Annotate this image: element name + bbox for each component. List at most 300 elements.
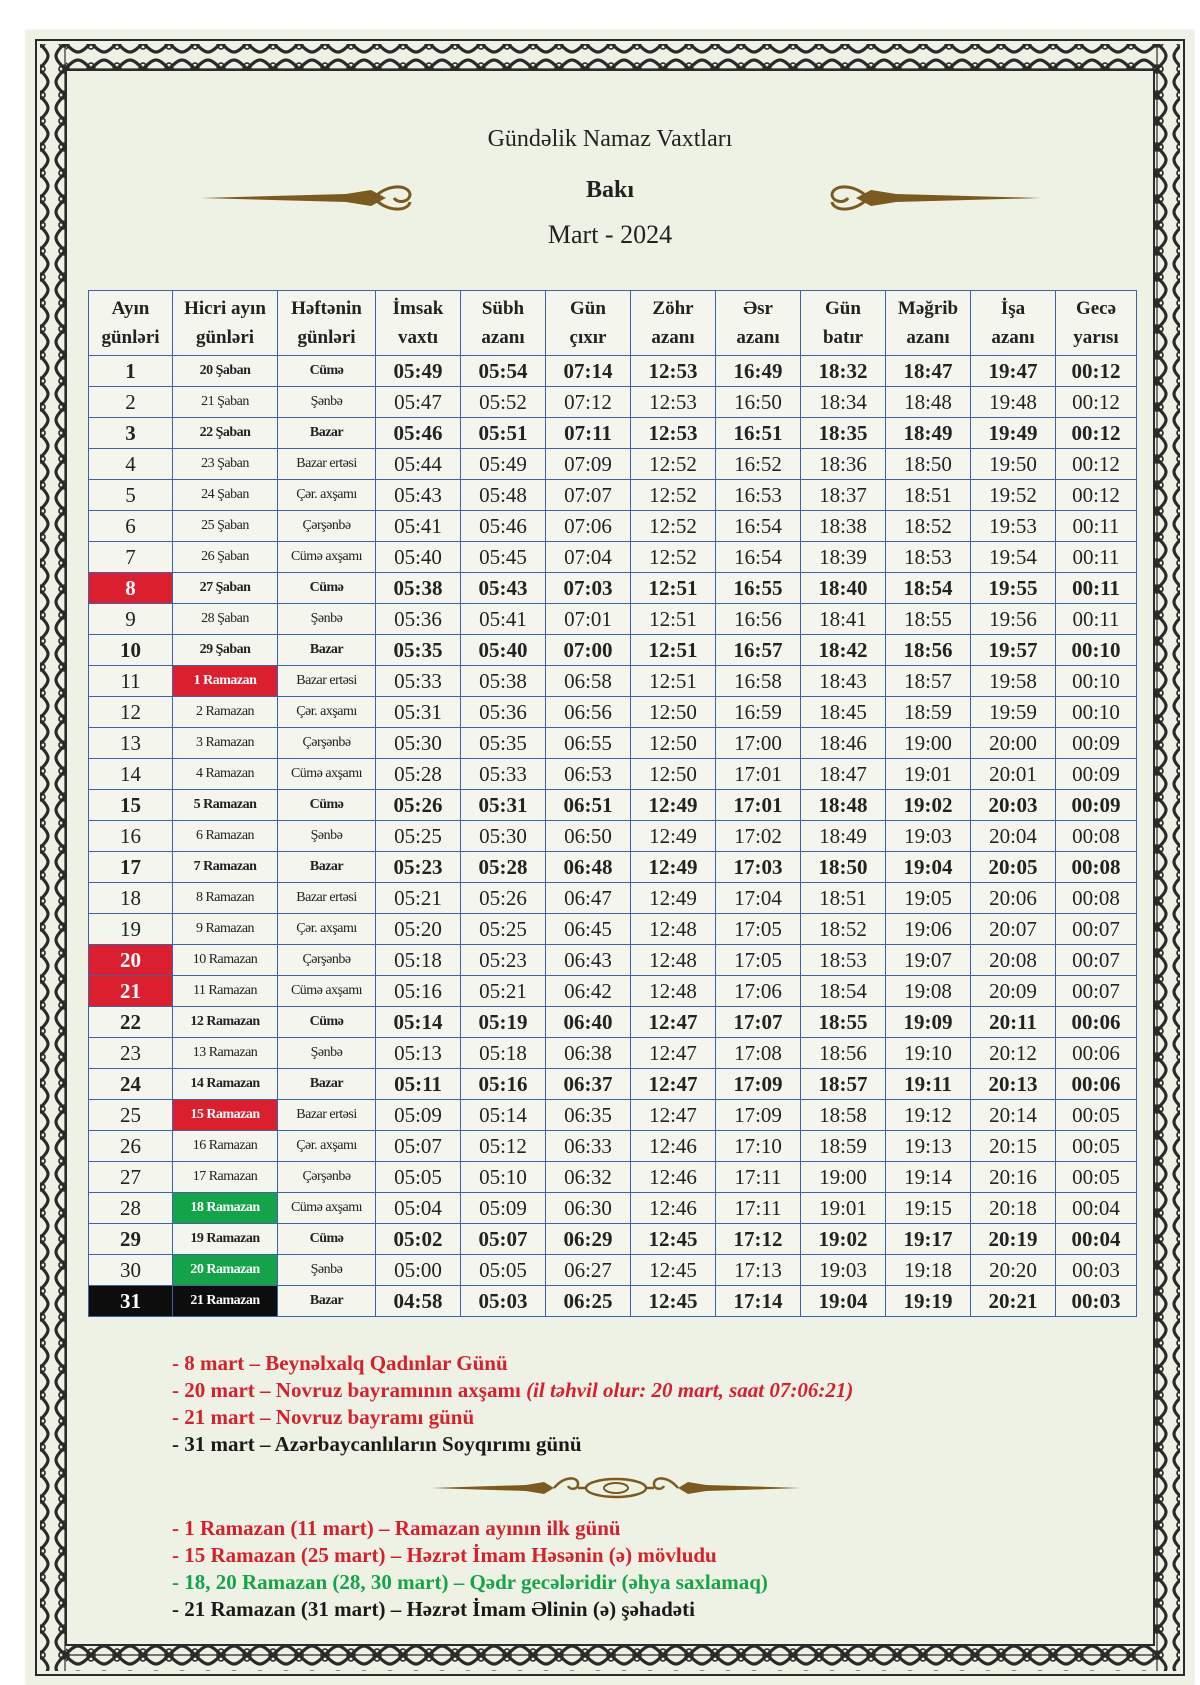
column-header-line1: Zöhr [652,298,694,319]
subh-cell: 05:33 [461,759,546,790]
sunset-cell: 18:36 [801,449,886,480]
maghrib-cell: 19:10 [886,1038,971,1069]
hijri-cell: 18 Ramazan [173,1193,278,1224]
zohr-cell: 12:53 [631,387,716,418]
hijri-cell: 22 Şaban [173,418,278,449]
sunrise-cell: 06:27 [546,1255,631,1286]
imsak-cell: 05:30 [376,728,461,759]
asr-cell: 17:06 [716,976,801,1007]
asr-cell: 17:12 [716,1224,801,1255]
subh-cell: 05:43 [461,573,546,604]
subh-cell: 05:09 [461,1193,546,1224]
sunset-cell: 18:37 [801,480,886,511]
imsak-cell: 05:43 [376,480,461,511]
imsak-cell: 05:18 [376,945,461,976]
subh-cell: 05:14 [461,1100,546,1131]
isha-cell: 20:01 [971,759,1056,790]
table-row [89,976,1137,1007]
asr-cell: 16:57 [716,635,801,666]
asr-cell: 17:11 [716,1193,801,1224]
column-header [716,291,801,356]
weekday-cell: Bazar ertəsi [278,666,376,697]
subh-cell: 05:26 [461,883,546,914]
day-cell: 14 [89,759,173,790]
day-cell: 28 [89,1193,173,1224]
imsak-cell: 05:20 [376,914,461,945]
day-cell: 24 [89,1069,173,1100]
hijri-cell: 9 Ramazan [173,914,278,945]
asr-cell: 17:11 [716,1162,801,1193]
subh-cell: 05:31 [461,790,546,821]
isha-cell: 19:58 [971,666,1056,697]
right-arrow-ornament [826,180,1046,216]
midnight-cell: 00:11 [1056,542,1137,573]
sunset-cell: 18:50 [801,852,886,883]
isha-cell: 20:00 [971,728,1056,759]
note-text: - 21 Ramazan (31 mart) – Həzrət İmam Əlinin (ə) şəhadəti [172,1597,695,1621]
isha-cell: 20:03 [971,790,1056,821]
maghrib-cell: 18:49 [886,418,971,449]
weekday-cell: Cümə [278,573,376,604]
imsak-cell: 05:09 [376,1100,461,1131]
isha-cell: 20:13 [971,1069,1056,1100]
note-item [172,1404,853,1431]
day-cell: 17 [89,852,173,883]
isha-cell: 19:49 [971,418,1056,449]
sunrise-cell: 07:01 [546,604,631,635]
column-header-line1: İşa [1000,298,1026,319]
column-header [376,291,461,356]
maghrib-cell: 19:13 [886,1131,971,1162]
day-cell: 25 [89,1100,173,1131]
subh-cell: 05:35 [461,728,546,759]
table-row [89,449,1137,480]
column-header-line1: Sübh [481,298,525,319]
zohr-cell: 12:49 [631,852,716,883]
zohr-cell: 12:48 [631,945,716,976]
note-text: - 18, 20 Ramazan (28, 30 mart) – Qədr gecələridir (əhya saxlamaq) [172,1570,768,1594]
zohr-cell: 12:45 [631,1286,716,1317]
weekday-cell: Çərşənbə [278,945,376,976]
day-cell: 23 [89,1038,173,1069]
asr-cell: 16:54 [716,511,801,542]
note-item [172,1596,768,1623]
weekday-cell: Çərşənbə [278,728,376,759]
zohr-cell: 12:49 [631,883,716,914]
column-header-line1: Həftənin [291,298,362,319]
imsak-cell: 05:36 [376,604,461,635]
sunrise-cell: 06:30 [546,1193,631,1224]
zohr-cell: 12:51 [631,666,716,697]
maghrib-cell: 19:09 [886,1007,971,1038]
zohr-cell: 12:48 [631,976,716,1007]
midnight-cell: 00:06 [1056,1038,1137,1069]
sunrise-cell: 06:50 [546,821,631,852]
asr-cell: 17:08 [716,1038,801,1069]
zohr-cell: 12:45 [631,1224,716,1255]
weekday-cell: Çərşənbə [278,1162,376,1193]
imsak-cell: 05:33 [376,666,461,697]
hijri-cell: 16 Ramazan [173,1131,278,1162]
holiday-notes [172,1350,853,1458]
imsak-cell: 05:49 [376,356,461,387]
asr-cell: 17:05 [716,914,801,945]
sunset-cell: 19:04 [801,1286,886,1317]
zohr-cell: 12:48 [631,914,716,945]
imsak-cell: 04:58 [376,1286,461,1317]
sunrise-cell: 07:11 [546,418,631,449]
sunset-cell: 18:56 [801,1038,886,1069]
table-row [89,945,1137,976]
weekday-cell: Çər. axşamı [278,480,376,511]
sunset-cell: 19:03 [801,1255,886,1286]
isha-cell: 20:16 [971,1162,1056,1193]
table-row [89,573,1137,604]
midnight-cell: 00:07 [1056,945,1137,976]
weekday-cell: Şənbə [278,1255,376,1286]
subh-cell: 05:38 [461,666,546,697]
day-cell: 13 [89,728,173,759]
isha-cell: 20:18 [971,1193,1056,1224]
midnight-cell: 00:08 [1056,852,1137,883]
hijri-cell: 28 Şaban [173,604,278,635]
table-row [89,821,1137,852]
midnight-cell: 00:09 [1056,790,1137,821]
imsak-cell: 05:28 [376,759,461,790]
sunset-cell: 18:58 [801,1100,886,1131]
weekday-cell: Bazar [278,1286,376,1317]
day-cell: 22 [89,1007,173,1038]
note-text: - 1 Ramazan (11 mart) – Ramazan ayının ilk günü [172,1516,621,1540]
asr-cell: 16:51 [716,418,801,449]
imsak-cell: 05:00 [376,1255,461,1286]
note-item [172,1350,853,1377]
midnight-cell: 00:10 [1056,697,1137,728]
maghrib-cell: 18:59 [886,697,971,728]
day-cell: 4 [89,449,173,480]
day-cell: 15 [89,790,173,821]
midnight-cell: 00:09 [1056,759,1137,790]
day-cell: 19 [89,914,173,945]
imsak-cell: 05:38 [376,573,461,604]
imsak-cell: 05:41 [376,511,461,542]
table-row [89,883,1137,914]
month-label: Mart - 2024 [547,220,673,249]
isha-cell: 20:19 [971,1224,1056,1255]
midnight-cell: 00:05 [1056,1100,1137,1131]
table-row [89,1100,1137,1131]
isha-cell: 19:50 [971,449,1056,480]
column-header-line1: Gün [570,298,606,319]
midnight-cell: 00:12 [1056,387,1137,418]
weekday-cell: Şənbə [278,1038,376,1069]
midnight-cell: 00:03 [1056,1255,1137,1286]
maghrib-cell: 19:19 [886,1286,971,1317]
day-cell: 10 [89,635,173,666]
note-text: - 31 mart – Azərbaycanlıların Soyqırımı günü [172,1432,582,1456]
column-header-line1: Əsr [743,298,773,319]
hijri-cell: 2 Ramazan [173,697,278,728]
subh-cell: 05:23 [461,945,546,976]
column-header-line2: azanı [991,327,1035,348]
calendar-sheet [26,30,1194,1685]
midnight-cell: 00:06 [1056,1007,1137,1038]
midnight-cell: 00:12 [1056,356,1137,387]
sunset-cell: 18:38 [801,511,886,542]
midnight-cell: 00:08 [1056,821,1137,852]
sunrise-cell: 06:56 [546,697,631,728]
asr-cell: 17:13 [716,1255,801,1286]
imsak-cell: 05:04 [376,1193,461,1224]
maghrib-cell: 19:14 [886,1162,971,1193]
subh-cell: 05:52 [461,387,546,418]
isha-cell: 20:14 [971,1100,1056,1131]
sunrise-cell: 07:04 [546,542,631,573]
weekday-cell: Bazar [278,1069,376,1100]
asr-cell: 16:55 [716,573,801,604]
maghrib-cell: 19:18 [886,1255,971,1286]
sunrise-cell: 07:12 [546,387,631,418]
sunrise-cell: 06:25 [546,1286,631,1317]
maghrib-cell: 18:56 [886,635,971,666]
weekday-cell: Cümə [278,1224,376,1255]
maghrib-cell: 18:52 [886,511,971,542]
note-text: - 20 mart – Novruz bayramının axşamı [172,1378,527,1402]
hijri-cell: 7 Ramazan [173,852,278,883]
day-cell: 2 [89,387,173,418]
subh-cell: 05:49 [461,449,546,480]
asr-cell: 17:00 [716,728,801,759]
table-row [89,387,1137,418]
sunrise-cell: 06:43 [546,945,631,976]
subh-cell: 05:46 [461,511,546,542]
isha-cell: 19:47 [971,356,1056,387]
table-row [89,790,1137,821]
subh-cell: 05:05 [461,1255,546,1286]
imsak-cell: 05:25 [376,821,461,852]
note-item [172,1431,853,1458]
column-header-line1: Məğrib [897,298,959,319]
weekday-cell: Şənbə [278,821,376,852]
weekday-cell: Şənbə [278,387,376,418]
zohr-cell: 12:46 [631,1131,716,1162]
zohr-cell: 12:51 [631,573,716,604]
maghrib-cell: 19:04 [886,852,971,883]
column-header [801,291,886,356]
asr-cell: 16:50 [716,387,801,418]
subh-cell: 05:40 [461,635,546,666]
table-row [89,1224,1137,1255]
imsak-cell: 05:47 [376,387,461,418]
maghrib-cell: 18:57 [886,666,971,697]
column-header [173,291,278,356]
sunset-cell: 18:53 [801,945,886,976]
table-row [89,1255,1137,1286]
column-header-line1: Hicri ayın [184,298,266,319]
column-header-line2: yarısı [1073,327,1119,348]
midnight-cell: 00:08 [1056,883,1137,914]
isha-cell: 20:06 [971,883,1056,914]
maghrib-cell: 19:00 [886,728,971,759]
subh-cell: 05:21 [461,976,546,1007]
midnight-cell: 00:11 [1056,573,1137,604]
midnight-cell: 00:05 [1056,1131,1137,1162]
zohr-cell: 12:49 [631,790,716,821]
zohr-cell: 12:46 [631,1193,716,1224]
zohr-cell: 12:50 [631,759,716,790]
sunrise-cell: 06:37 [546,1069,631,1100]
imsak-cell: 05:40 [376,542,461,573]
maghrib-cell: 19:05 [886,883,971,914]
hijri-cell: 13 Ramazan [173,1038,278,1069]
sunset-cell: 18:32 [801,356,886,387]
maghrib-cell: 19:07 [886,945,971,976]
isha-cell: 19:52 [971,480,1056,511]
sunset-cell: 18:35 [801,418,886,449]
maghrib-cell: 18:47 [886,356,971,387]
subh-cell: 05:41 [461,604,546,635]
sunrise-cell: 07:07 [546,480,631,511]
isha-cell: 19:54 [971,542,1056,573]
isha-cell: 19:56 [971,604,1056,635]
hijri-cell: 29 Şaban [173,635,278,666]
weekday-cell: Cümə axşamı [278,976,376,1007]
midnight-cell: 00:04 [1056,1193,1137,1224]
ramadan-notes [172,1515,768,1623]
day-cell: 30 [89,1255,173,1286]
hijri-cell: 8 Ramazan [173,883,278,914]
weekday-cell: Çər. axşamı [278,914,376,945]
zohr-cell: 12:52 [631,511,716,542]
sunrise-cell: 06:47 [546,883,631,914]
table-row [89,914,1137,945]
imsak-cell: 05:21 [376,883,461,914]
hijri-cell: 21 Şaban [173,387,278,418]
day-cell: 29 [89,1224,173,1255]
weekday-cell: Şənbə [278,604,376,635]
maghrib-cell: 18:53 [886,542,971,573]
column-header-line2: günləri [101,327,160,348]
column-header-line2: vaxtı [397,327,439,348]
maghrib-cell: 18:50 [886,449,971,480]
table-row [89,542,1137,573]
zohr-cell: 12:47 [631,1100,716,1131]
column-header-line1: Ayın [111,298,150,319]
hijri-cell: 21 Ramazan [173,1286,278,1317]
subh-cell: 05:10 [461,1162,546,1193]
midnight-cell: 00:06 [1056,1069,1137,1100]
note-item [172,1515,768,1542]
sunset-cell: 19:01 [801,1193,886,1224]
sunrise-cell: 06:33 [546,1131,631,1162]
hijri-cell: 20 Ramazan [173,1255,278,1286]
city-name: Bakı [585,177,635,203]
isha-cell: 20:09 [971,976,1056,1007]
table-row [89,1131,1137,1162]
day-cell: 3 [89,418,173,449]
asr-cell: 17:07 [716,1007,801,1038]
zohr-cell: 12:49 [631,821,716,852]
maghrib-cell: 18:55 [886,604,971,635]
midnight-cell: 00:07 [1056,976,1137,1007]
maghrib-cell: 19:02 [886,790,971,821]
table-row [89,1286,1137,1317]
asr-cell: 17:02 [716,821,801,852]
table-row [89,728,1137,759]
day-cell: 9 [89,604,173,635]
hijri-cell: 6 Ramazan [173,821,278,852]
subh-cell: 05:28 [461,852,546,883]
isha-cell: 19:55 [971,573,1056,604]
imsak-cell: 05:44 [376,449,461,480]
weekday-cell: Bazar ertəsi [278,449,376,480]
midnight-cell: 00:12 [1056,480,1137,511]
maghrib-cell: 19:15 [886,1193,971,1224]
weekday-cell: Bazar [278,635,376,666]
weekday-cell: Cümə axşamı [278,1193,376,1224]
day-cell: 21 [89,976,173,1007]
maghrib-cell: 19:03 [886,821,971,852]
maghrib-cell: 19:06 [886,914,971,945]
subh-cell: 05:18 [461,1038,546,1069]
sunrise-cell: 06:35 [546,1100,631,1131]
sunset-cell: 18:59 [801,1131,886,1162]
column-header-line1: Gün [825,298,861,319]
sunset-cell: 18:39 [801,542,886,573]
table-row [89,666,1137,697]
sunset-cell: 18:45 [801,697,886,728]
sunrise-cell: 06:53 [546,759,631,790]
day-cell: 16 [89,821,173,852]
midnight-cell: 00:11 [1056,511,1137,542]
hijri-cell: 14 Ramazan [173,1069,278,1100]
weekday-cell: Çərşənbə [278,511,376,542]
asr-cell: 17:04 [716,883,801,914]
maghrib-cell: 19:11 [886,1069,971,1100]
day-cell: 8 [89,573,173,604]
sunrise-cell: 06:29 [546,1224,631,1255]
maghrib-cell: 18:48 [886,387,971,418]
weekday-cell: Bazar [278,852,376,883]
sunset-cell: 19:02 [801,1224,886,1255]
day-cell: 27 [89,1162,173,1193]
midnight-cell: 00:05 [1056,1162,1137,1193]
zohr-cell: 12:50 [631,697,716,728]
asr-cell: 16:56 [716,604,801,635]
column-header-line2: azanı [651,327,695,348]
imsak-cell: 05:13 [376,1038,461,1069]
hijri-cell: 15 Ramazan [173,1100,278,1131]
hijri-cell: 27 Şaban [173,573,278,604]
subh-cell: 05:25 [461,914,546,945]
column-header-line1: İmsak [392,298,444,319]
sunset-cell: 19:00 [801,1162,886,1193]
sunrise-cell: 06:38 [546,1038,631,1069]
asr-cell: 17:01 [716,759,801,790]
weekday-cell: Cümə [278,790,376,821]
sunset-cell: 18:41 [801,604,886,635]
subh-cell: 05:51 [461,418,546,449]
column-header [278,291,376,356]
subh-cell: 05:12 [461,1131,546,1162]
imsak-cell: 05:23 [376,852,461,883]
isha-cell: 20:08 [971,945,1056,976]
asr-cell: 17:14 [716,1286,801,1317]
asr-cell: 16:49 [716,356,801,387]
zohr-cell: 12:52 [631,542,716,573]
subh-cell: 05:19 [461,1007,546,1038]
zohr-cell: 12:52 [631,480,716,511]
